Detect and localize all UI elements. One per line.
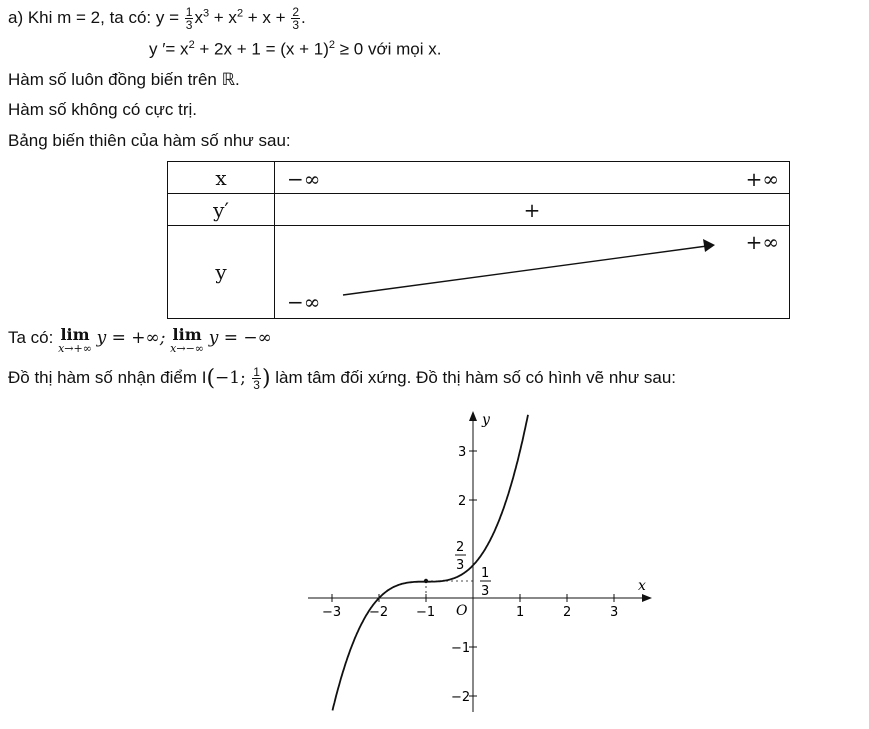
limit-minus: lim x→−∞ [170,325,204,355]
x-axis-label: x [638,578,646,594]
x-tick-label: 3 [610,605,619,620]
y-tick-label: −2 [451,690,471,705]
x-tick-label: −1 [416,605,436,620]
line-7: Đồ thị hàm số nhận điểm I(−1; $\frac{1}{3}$ ) làm tâm đối xứng. Đồ thị hàm số có hình vẽ như sau: [8,365,676,392]
line-5: Bảng biến thiên của hàm số như sau: [8,131,291,150]
line-3: Hàm số luôn đồng biến trên ℝ. [8,70,240,89]
row-x [275,162,790,194]
line-1: a) Khi m = 2, ta có: y = $\frac{1}{3}$ $x^3 + x^2 + x$ + $\frac{2}{3}$ . [8,5,306,32]
variation-table [167,161,790,319]
y-bottom: −∞ [287,290,321,314]
origin-label: O [456,603,468,619]
line-2: y ′= $x^2 + 2x + 1 = (x + 1)^2 \ge 0$ với mọi x. [149,39,442,59]
x-tick-label: 1 [516,605,525,620]
fraction: $\frac{1}{3}$ [185,5,193,32]
line-6: Ta có: lim x→+∞ y = +∞; lim x→−∞ y = −∞ [8,325,272,355]
header-x: x [168,162,275,194]
header-y-prime: y′ [168,194,275,226]
increasing-arrow [275,226,790,319]
x-tick-label: −2 [369,605,389,620]
x-tick-label: 2 [563,605,572,620]
y-top: +∞ [745,230,779,254]
x-right: +∞ [745,167,779,191]
sign-cell: + [275,194,790,226]
svg-text:2: 2 [456,540,465,555]
fraction: $\frac{2}{3}$ [292,5,299,32]
inflection-point [424,579,428,583]
x-left: −∞ [287,167,321,191]
row-y [275,226,790,319]
x-tick-label: −3 [322,605,342,620]
y-axis-label: y [482,412,490,428]
svg-text:3: 3 [481,584,490,599]
y-tick-label: 3 [458,445,467,460]
line-4: Hàm số không có cực trị. [8,100,198,119]
limit-plus: lim x→+∞ [58,325,92,355]
y-tick-label: −1 [451,641,471,656]
svg-text:3: 3 [456,558,465,573]
y-tick-label: 2 [458,494,467,509]
function-graph [296,402,666,729]
header-y: y [168,226,275,319]
fraction: $\frac{1}{3}$ [253,365,260,392]
svg-text:1: 1 [481,566,490,581]
